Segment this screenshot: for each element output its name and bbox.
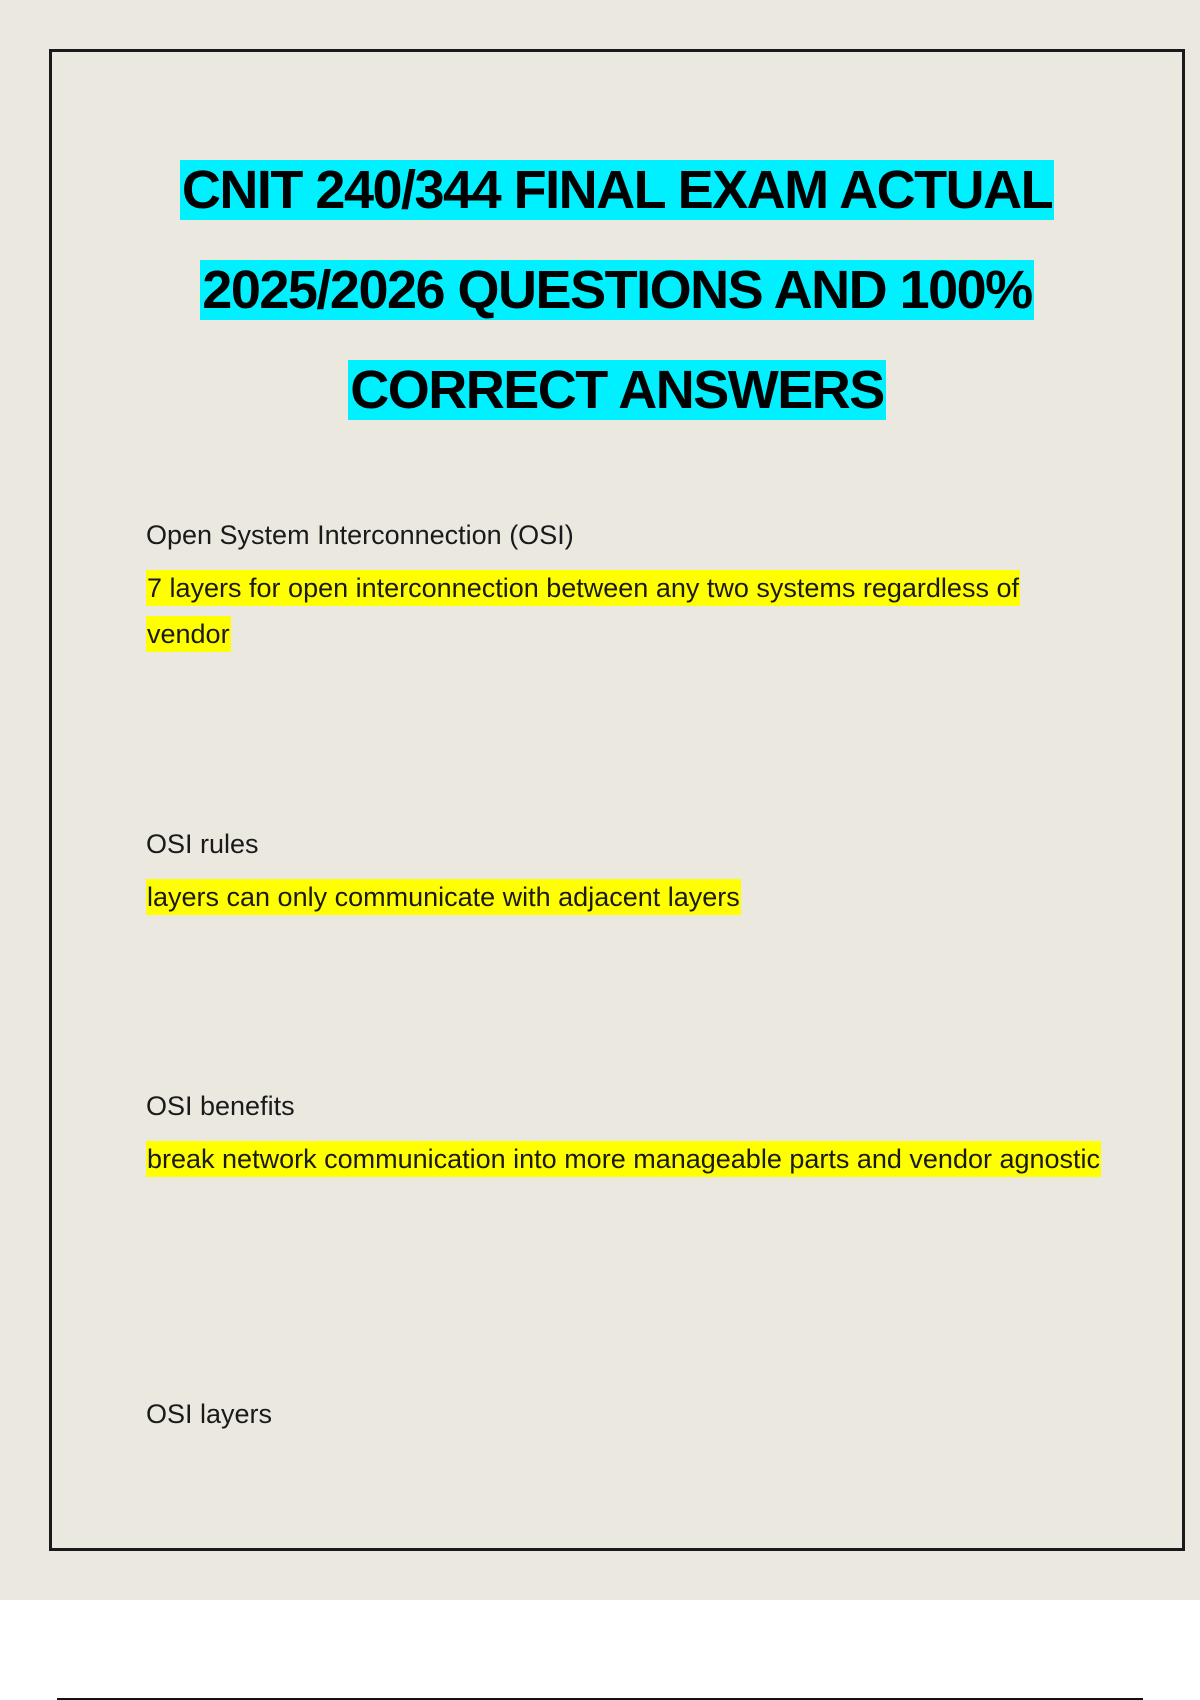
title-line-3 — [52, 340, 1182, 440]
answer-text: 7 layers for open interconnection between any two systems regardless of vendor — [146, 570, 1020, 652]
answer-block — [146, 1136, 1106, 1182]
qa-item-osi-layers — [146, 1396, 1086, 1432]
question-text: OSI benefits — [146, 1091, 295, 1121]
answer-text: break network communication into more manageable parts and vendor agnostic — [146, 1141, 1101, 1177]
qa-item-osi-rules — [146, 826, 1086, 920]
title-line-1-text: CNIT 240/344 FINAL EXAM ACTUAL — [181, 160, 1053, 220]
answer-text: layers can only communicate with adjacent layers — [146, 879, 741, 915]
title-line-1 — [52, 140, 1182, 240]
title-line-2 — [52, 240, 1182, 340]
answer-block — [146, 565, 1086, 657]
answer-block — [146, 874, 1086, 920]
document-title — [52, 140, 1182, 440]
question-text: OSI layers — [146, 1399, 273, 1429]
title-line-3-text: CORRECT ANSWERS — [350, 360, 884, 420]
title-line-2-text: 2025/2026 QUESTIONS AND 100% — [202, 260, 1032, 320]
qa-item-osi-benefits — [146, 1088, 1106, 1182]
question-text: Open System Interconnection (OSI) — [146, 520, 574, 550]
question-text: OSI rules — [146, 829, 259, 859]
qa-item-osi — [146, 517, 1086, 657]
